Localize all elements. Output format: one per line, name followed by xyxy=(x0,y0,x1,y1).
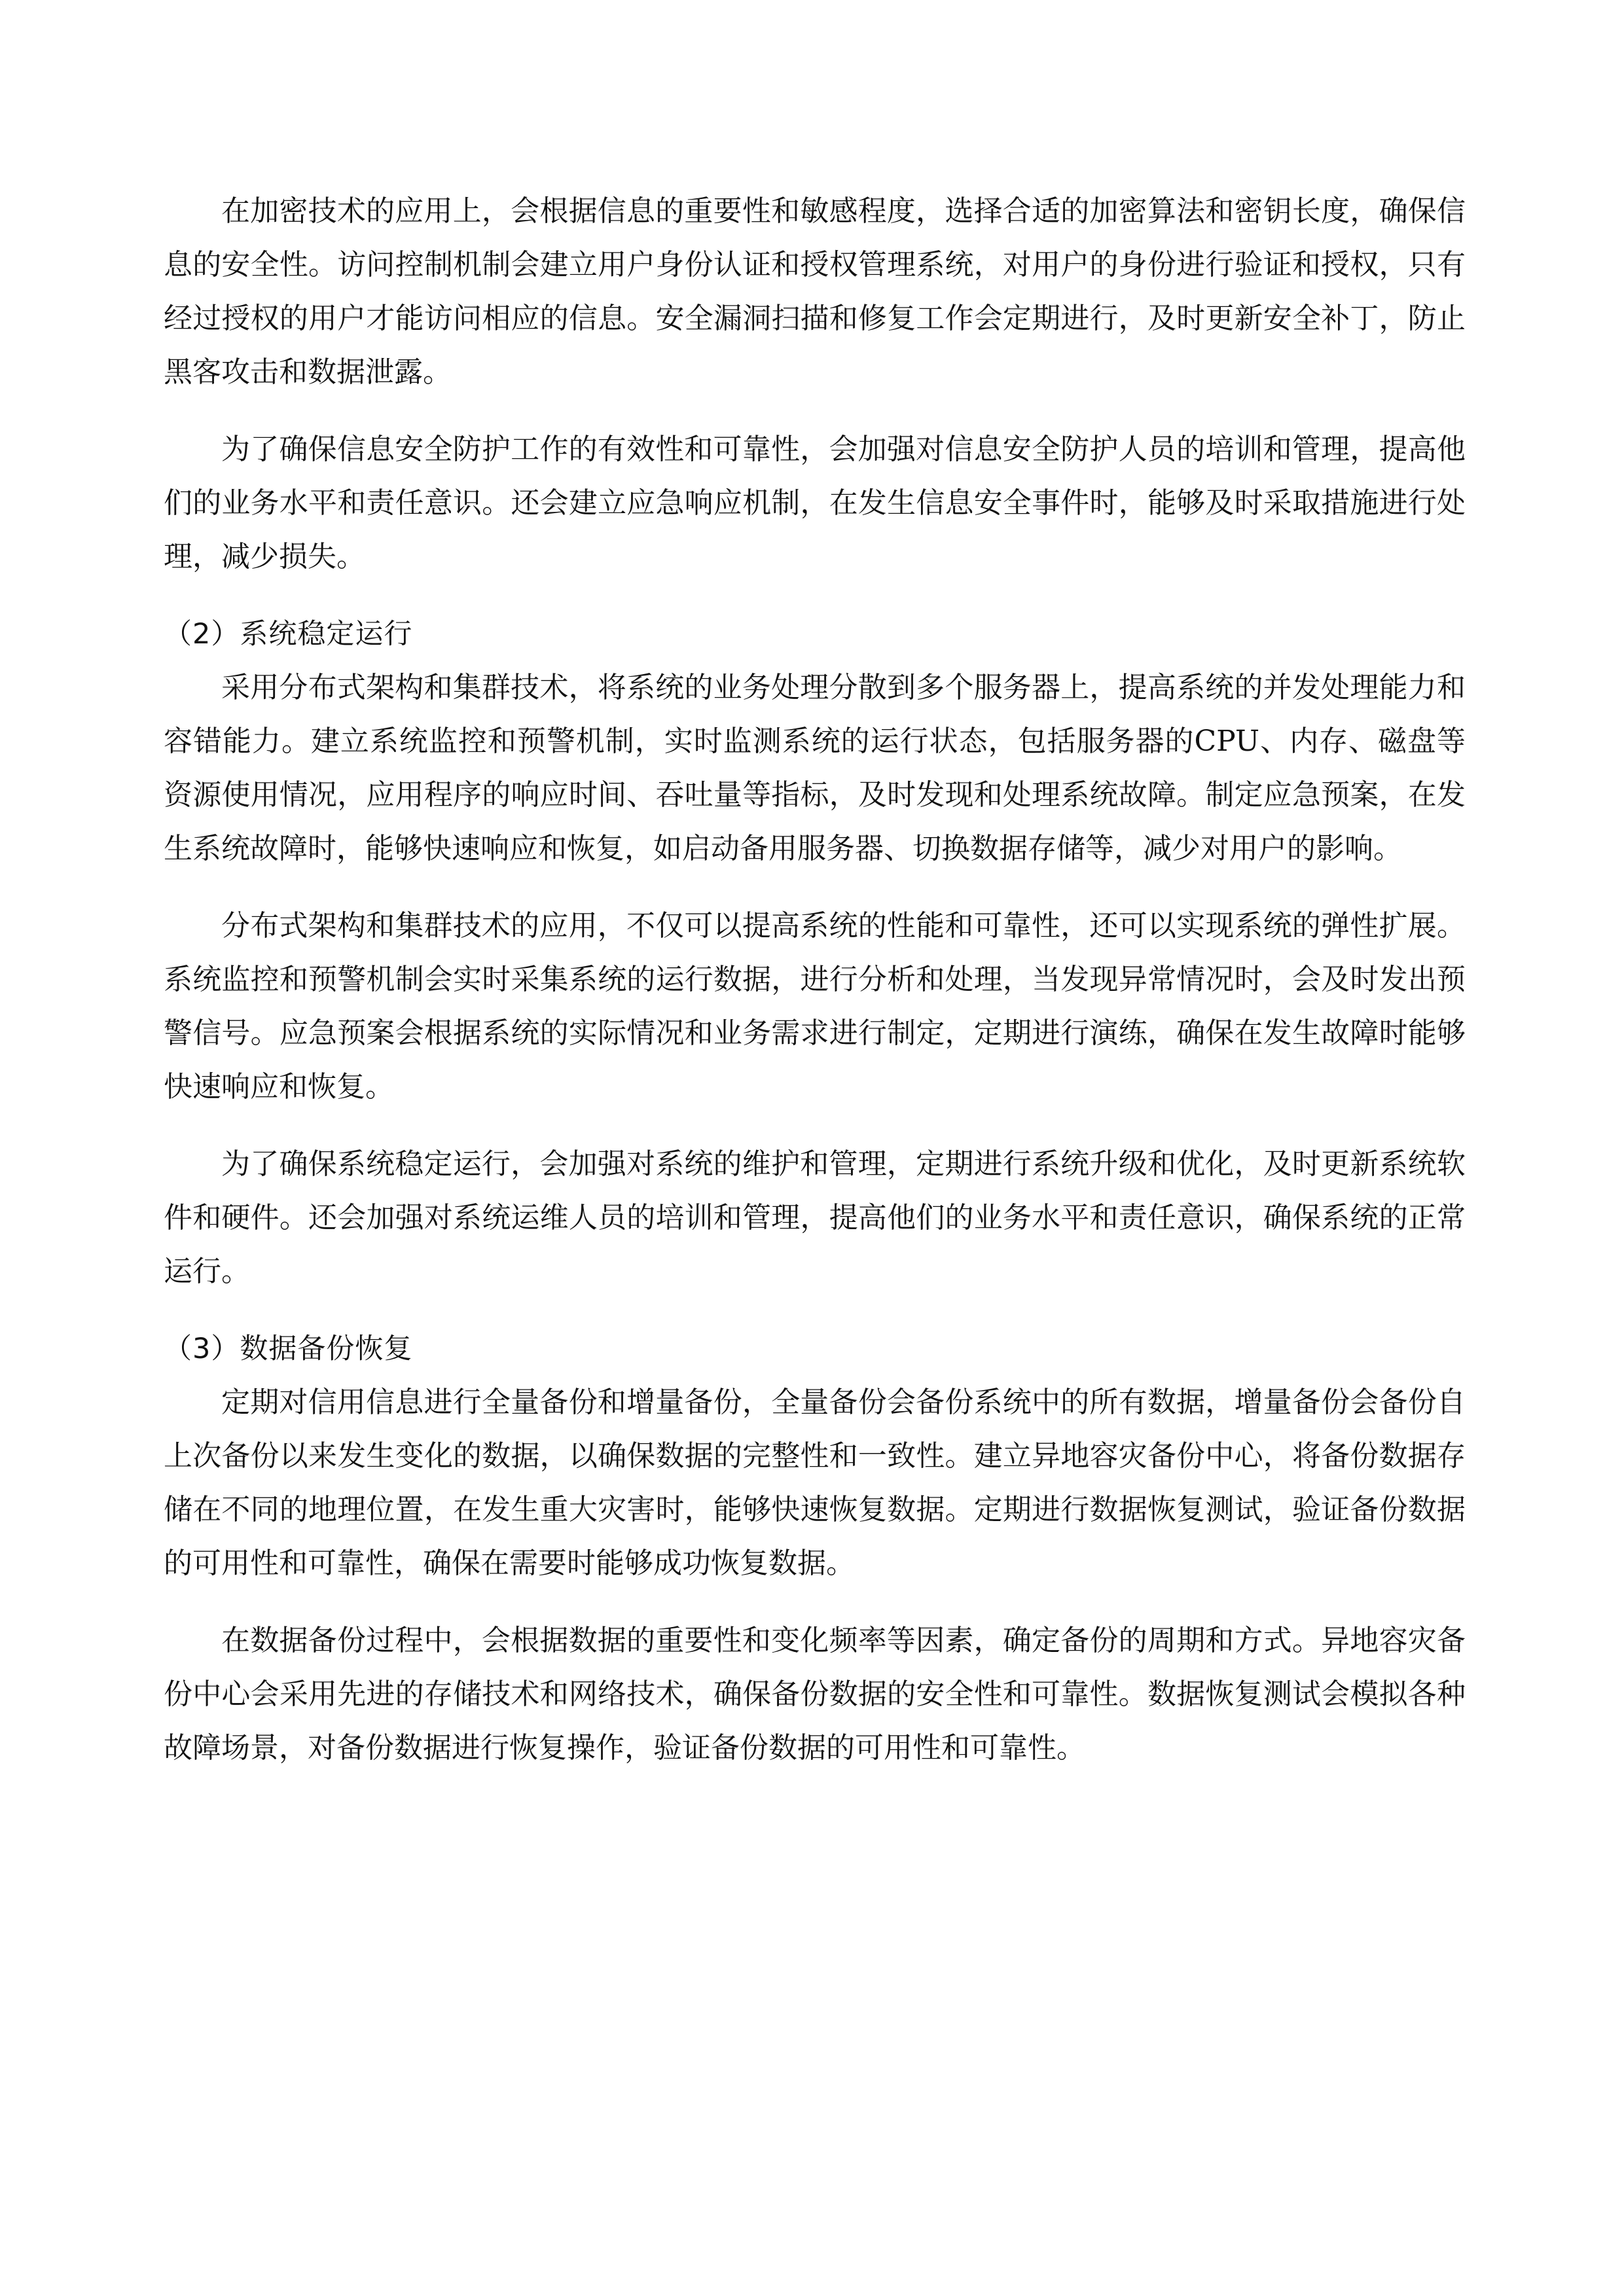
document-body xyxy=(164,185,1466,1799)
paragraph-backup-process: 在数据备份过程中，会根据数据的重要性和变化频率等因素，确定备份的周期和方式。异地容灾备份中心会采用先进的存储技术和网络技术，确保备份数据的安全性和可靠性。数据恢复测试会模拟各种故障场景，对备份数据进行恢复操作，验证备份数据的可用性和可靠性。 xyxy=(164,1624,1466,1765)
paragraph-system-maintenance: 为了确保系统稳定运行，会加强对系统的维护和管理，定期进行系统升级和优化，及时更新系统软件和硬件。还会加强对系统运维人员的培训和管理，提高他们的业务水平和责任意识，确保系统的正常运行。 xyxy=(164,1147,1466,1288)
section-heading-system-stability: （2）系统稳定运行 xyxy=(164,618,413,651)
paragraph-encryption: 在加密技术的应用上，会根据信息的重要性和敏感程度，选择合适的加密算法和密钥长度，确保信息的安全性。访问控制机制会建立用户身份认证和授权管理系统，对用户的身份进行验证和授权，只有经过授权的用户才能访问相应的信息。安全漏洞扫描和修复工作会定期进行，及时更新安全补丁，防止黑客攻击和数据泄露。 xyxy=(164,194,1466,389)
paragraph-security-training: 为了确保信息安全防护工作的有效性和可靠性，会加强对信息安全防护人员的培训和管理，提高他们的业务水平和责任意识。还会建立应急响应机制，在发生信息安全事件时，能够及时采取措施进行处理，减少损失。 xyxy=(164,433,1466,573)
paragraph-backup-strategy: 定期对信用信息进行全量备份和增量备份，全量备份会备份系统中的所有数据，增量备份会备份自上次备份以来发生变化的数据，以确保数据的完整性和一致性。建立异地容灾备份中心，将备份数据存储在不同的地理位置，在发生重大灾害时，能够快速恢复数据。定期进行数据恢复测试，验证备份数据的可用性和可靠性，确保在需要时能够成功恢复数据。 xyxy=(164,1386,1466,1580)
paragraph-distributed-architecture: 采用分布式架构和集群技术，将系统的业务处理分散到多个服务器上，提高系统的并发处理能力和容错能力。建立系统监控和预警机制，实时监测系统的运行状态，包括服务器的CPU、内存、磁盘等资源使用情况，应用程序的响应时间、吞吐量等指标，及时发现和处理系统故障。制定应急预案，在发生系统故障时，能够快速响应和恢复，如启动备用服务器、切换数据存储等，减少对用户的影响。 xyxy=(164,671,1466,865)
paragraph-cluster-monitoring: 分布式架构和集群技术的应用，不仅可以提高系统的性能和可靠性，还可以实现系统的弹性扩展。系统监控和预警机制会实时采集系统的运行数据，进行分析和处理，当发现异常情况时，会及时发出预警信号。应急预案会根据系统的实际情况和业务需求进行制定，定期进行演练，确保在发生故障时能够快速响应和恢复。 xyxy=(164,909,1466,1103)
section-heading-data-backup: （3）数据备份恢复 xyxy=(164,1333,413,1365)
